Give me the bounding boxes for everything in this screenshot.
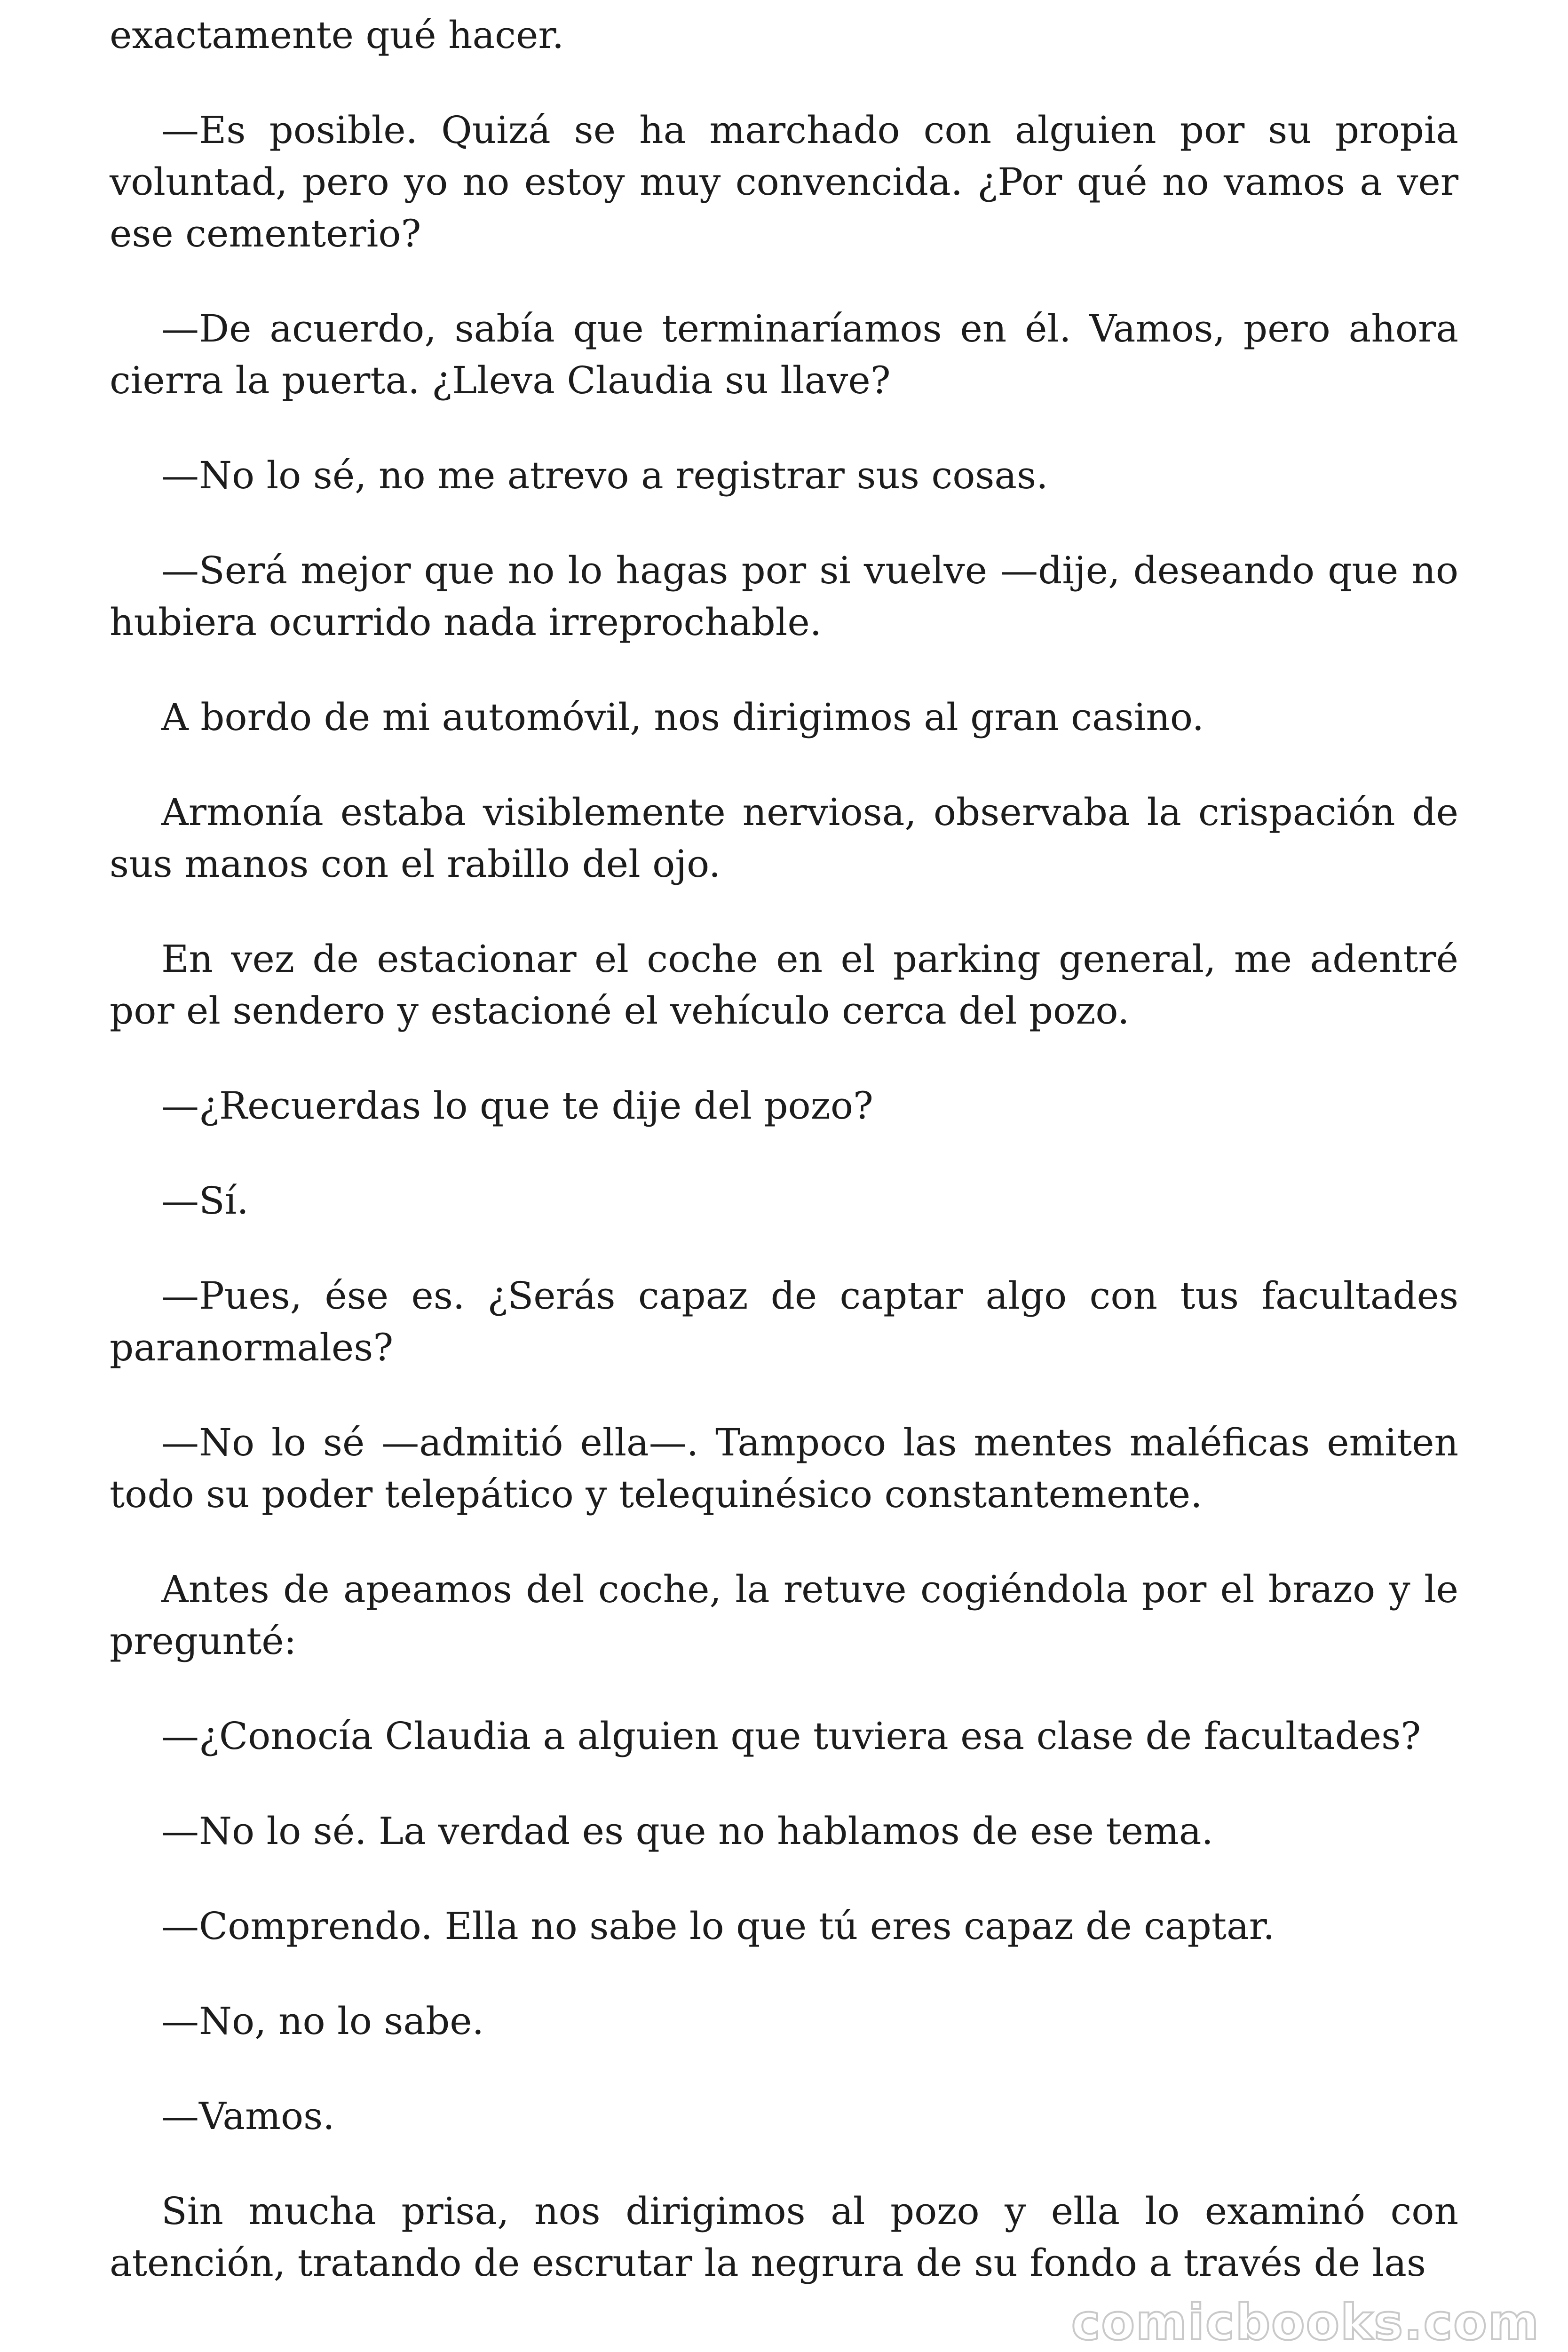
paragraph: —¿Recuerdas lo que te dije del pozo?	[161, 1084, 873, 1128]
paragraph: Armonía estaba visiblemente nerviosa, observaba la crispación de sus manos con el rabillo del ojo.	[110, 790, 1458, 886]
paragraph: —¿Conocía Claudia a alguien que tuviera esa clase de facultades?	[161, 1714, 1421, 1758]
paragraph: —Es posible. Quizá se ha marchado con alguien por su propia voluntad, pero yo no estoy muy convencida. ¿Por qué no vamos a ver ese cementerio?	[110, 108, 1458, 255]
paragraph: En vez de estacionar el coche en el parking general, me adentré por el sendero y estacioné el vehículo cerca del pozo.	[110, 937, 1458, 1033]
paragraph: —Vamos.	[161, 2094, 335, 2138]
paragraph: —No, no lo sabe.	[161, 1999, 484, 2043]
paragraph: Antes de apeamos del coche, la retuve cogiéndola por el brazo y le pregunté:	[110, 1567, 1458, 1663]
paragraph: Sin mucha prisa, nos dirigimos al pozo y ella lo examinó con atención, tratando de escrutar la negrura de su fondo a través de las	[110, 2189, 1458, 2285]
paragraph: —No lo sé —admitió ella—. Tampoco las mentes maléficas emiten todo su poder telepático y telequinésico constantemente.	[110, 1421, 1458, 1516]
paragraph: —No lo sé. La verdad es que no hablamos de ese tema.	[161, 1809, 1213, 1853]
paragraph: exactamente qué hacer.	[110, 13, 564, 57]
paragraph: —Pues, ése es. ¿Serás capaz de captar algo con tus facultades paranormales?	[110, 1274, 1458, 1369]
watermark: comicbooks.com	[1071, 2294, 1540, 2351]
paragraph: —De acuerdo, sabía que terminaríamos en él. Vamos, pero ahora cierra la puerta. ¿Lleva Claudia su llave?	[110, 307, 1458, 402]
paragraph: —No lo sé, no me atrevo a registrar sus cosas.	[161, 453, 1048, 497]
paragraph: A bordo de mi automóvil, nos dirigimos al gran casino.	[161, 695, 1204, 739]
page-text	[110, 9, 1458, 2289]
paragraph: —Será mejor que no lo hagas por si vuelve —dije, deseando que no hubiera ocurrido nada irreprochable.	[110, 548, 1458, 644]
paragraph: —Sí.	[161, 1179, 249, 1223]
paragraph: —Comprendo. Ella no sabe lo que tú eres capaz de captar.	[161, 1904, 1275, 1948]
